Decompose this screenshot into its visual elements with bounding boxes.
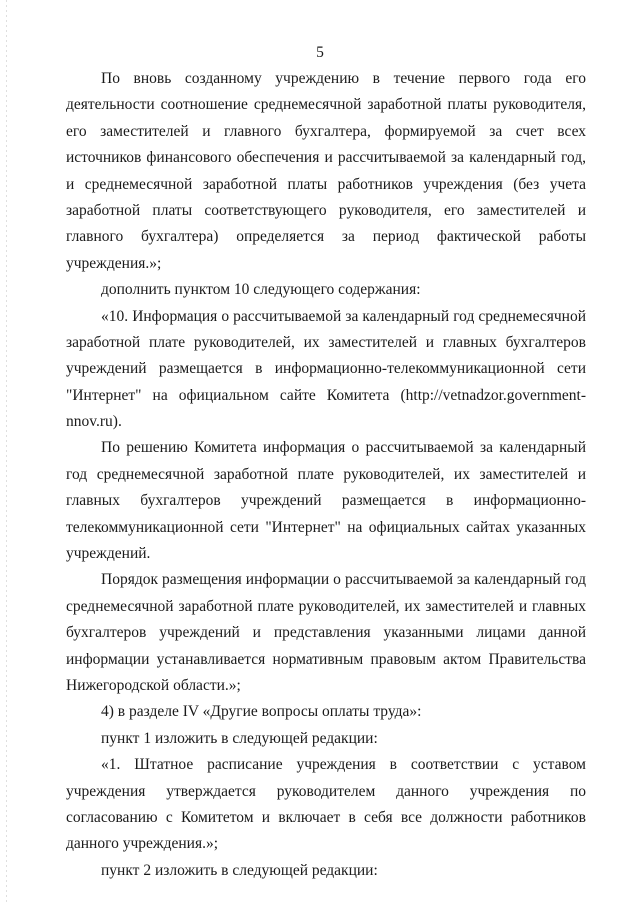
text-line: пункт 2 изложить в следующей редакции: xyxy=(101,861,378,879)
text-line: учреждения утверждается руководителем данного учреждения по xyxy=(66,782,586,800)
text-line: среднемесячной заработной плате руководителей, их заместителей и главных xyxy=(66,597,586,615)
text-line: заработной платы соответствующего руководителя, его заместителей и xyxy=(66,201,586,219)
text-line: его заместителей и главного бухгалтера, формируемой за счет всех xyxy=(66,122,586,140)
text-line: год среднемесячной заработной плате руководителей, их заместителей и xyxy=(66,465,586,483)
text-line: бухгалтеров учреждений и представления указанными лицами данной xyxy=(66,624,586,642)
text-line: и среднемесячной заработной платы работников учреждения (без учета xyxy=(66,175,586,193)
text-line: данного учреждения.»; xyxy=(66,835,219,853)
text-line: источников финансового обеспечения и рассчитываемой за календарный год, xyxy=(66,149,586,167)
text-line: дополнить пунктом 10 следующего содержания: xyxy=(101,281,421,299)
document-body xyxy=(66,66,586,884)
text-line: главных бухгалтеров учреждений размещается в информационно- xyxy=(66,492,586,510)
paragraph xyxy=(66,435,586,567)
text-line: По вновь созданному учреждению в течение первого года его xyxy=(101,70,586,87)
text-line: "Интернет" на официальном сайте Комитета (http://vetnadzor.government- xyxy=(66,386,586,404)
text-line: Порядок размещения информации о рассчитываемой за календарный год xyxy=(101,571,586,589)
paragraph xyxy=(66,66,586,277)
text-line: По решению Комитета информация о рассчитываемой за календарный xyxy=(101,439,586,457)
text-line: информации устанавливается нормативным правовым актом Правительства xyxy=(66,650,586,668)
text-line: Нижегородской области.»; xyxy=(66,676,241,694)
text-line: 4) в разделе IV «Другие вопросы оплаты труда»: xyxy=(101,703,422,721)
paragraph xyxy=(66,752,586,858)
paragraph xyxy=(66,726,586,752)
paragraph xyxy=(66,699,586,725)
text-line: деятельности соотношение среднемесячной заработной платы руководителя, xyxy=(66,96,586,114)
text-line: учреждений. xyxy=(66,545,151,563)
text-line: заработной плате руководителей, их заместителей и главных бухгалтеров xyxy=(66,333,586,351)
paragraph xyxy=(66,567,586,699)
page-number: 5 xyxy=(316,44,324,61)
text-line: «10. Информация о рассчитываемой за календарный год среднемесячной xyxy=(101,307,586,325)
text-line: «1. Штатное расписание учреждения в соответствии с уставом xyxy=(101,756,586,774)
text-line: nnov.ru). xyxy=(66,413,122,431)
text-line: учреждений размещается в информационно-телекоммуникационной сети xyxy=(66,360,586,378)
text-line: главного бухгалтера) определяется за период фактической работы xyxy=(66,228,586,246)
text-line: телекоммуникационной сети "Интернет" на официальных сайтах указанных xyxy=(66,518,586,536)
text-line: согласованию с Комитетом и включает в себя все должности работников xyxy=(66,808,586,826)
text-line: пункт 1 изложить в следующей редакции: xyxy=(101,729,378,747)
text-line: учреждения.»; xyxy=(66,254,162,272)
paragraph xyxy=(66,304,586,436)
paragraph xyxy=(66,277,586,303)
scan-edge-border xyxy=(6,0,7,905)
paragraph xyxy=(66,858,586,884)
